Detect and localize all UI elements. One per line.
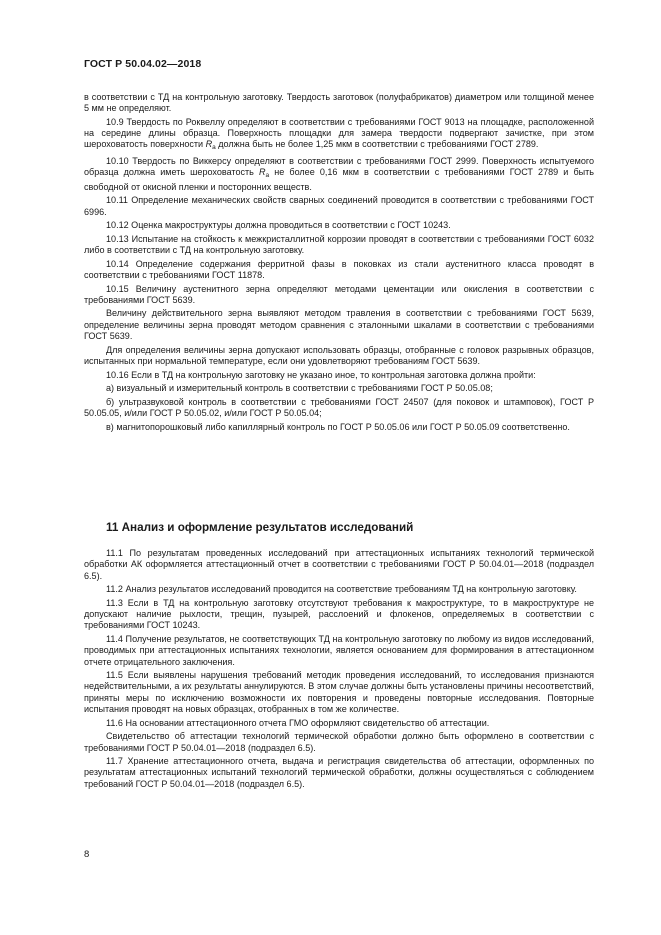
paragraph: 10.11 Определение механических свойств сварных соединений проводится в соответствии с требованиями ГОСТ 6996. bbox=[84, 195, 594, 217]
paragraph: Для определения величины зерна допускают использовать образцы, отобранные с головок разрывных образцов, испытанных при нормальной температуре, если они удовлетворяют требованиям ГОСТ 5639. bbox=[84, 344, 594, 366]
list-item: б) ультразвуковой контроль в соответствии с требованиями ГОСТ 24507 (для поковок и штамповок), ГОСТ Р 50.05.05, и/или ГОСТ Р 50.05.02, и/или ГОСТ Р 50.05.04; bbox=[84, 396, 594, 418]
paragraph: 11.4 Получение результатов, не соответствующих ТД на контрольную заготовку по любому из видов исследований, проводимых при аттестационных испытаниях технологии, является основанием для формирования в аттестационном отчете отрицательного заключения. bbox=[84, 633, 594, 667]
roughness-symbol: $R_a$ bbox=[205, 139, 216, 152]
paragraph: 10.15 Величину аустенитного зерна определяют методами цементации или окисления в соответствии с требованиями ГОСТ 5639. bbox=[84, 283, 594, 305]
paragraph: 11.1 По результатам проведенных исследований при аттестационных испытаниях технологий термической обработки АК оформляется аттестационный отчет в соответствии с требованиями ГОСТ Р 50.04.01—2018 (подраздел 6.5). bbox=[84, 548, 594, 581]
paragraph: 11.3 Если в ТД на контрольную заготовку отсутствуют требования к макроструктуре, то в макроструктуре не допускают наличие рыхлости, трещин, пузырей, расслоений и флокенов, определяемых в соответствии с требованиями ГОСТ 10243. bbox=[84, 597, 594, 631]
section-heading: 11 Анализ и оформление результатов исследований bbox=[106, 521, 414, 534]
paragraph: 10.16 Если в ТД на контрольную заготовку не указано иное, то контрольная заготовка должна пройти: bbox=[106, 369, 536, 380]
list-item: в) магнитопорошковый либо капиллярный контроль по ГОСТ Р 50.05.06 или ГОСТ Р 50.05.09 соответственно. bbox=[106, 421, 570, 432]
paragraph: 10.14 Определение содержания ферритной фазы в поковках из стали аустенитного класса проводят в соответствии с требованиями ГОСТ 11878. bbox=[84, 258, 594, 280]
paragraph: 11.6 На основании аттестационного отчета ГМО оформляют свидетельство об аттестации. bbox=[106, 717, 490, 728]
page-number: 8 bbox=[84, 849, 90, 860]
paragraph: Свидетельство об аттестации технологий термической обработки должно быть оформлено в соответствии с требованиями ГОСТ Р 50.04.01—2018 (подраздел 6.5). bbox=[84, 731, 594, 753]
paragraph: 11.2 Анализ результатов исследований проводится на соответствие требованиям ТД на контрольную заготовку. bbox=[106, 584, 577, 595]
section-10-text bbox=[84, 92, 594, 435]
paragraph: 10.9 Твердость по Роквеллу определяют в соответствии с требованиями ГОСТ 9013 на площадке, расположенной на середине длины образца. Поверхность площадки для замера твердости подвергают зачистке, при этом шероховатость поверхности $R_a$ должна быть не более 1,25 мкм в соответствии с требованиями ГОСТ 2789. bbox=[84, 116, 594, 152]
section-11-text bbox=[84, 548, 594, 792]
paragraph: 10.12 Оценка макроструктуры должна проводиться в соответствии с ГОСТ 10243. bbox=[106, 220, 451, 231]
standard-header: ГОСТ Р 50.04.02—2018 bbox=[84, 58, 202, 70]
paragraph: 10.13 Испытание на стойкость к межкристаллитной коррозии проводят в соответствии с требованиями ГОСТ 6032 либо в соответствии с ТД на контрольную заготовку. bbox=[84, 233, 594, 256]
paragraph: 11.5 Если выявлены нарушения требований методик проведения исследований, то исследования признаются недействительными, а их результаты аннулируются. В этом случае должны быть установлены причины несоответствий, приняты меры по исключению возможности их повторения и проведены повторные исследования. Повторные испытания проводят на новых образцах, отобранных в том же количестве. bbox=[84, 670, 594, 715]
list-item: а) визуальный и измерительный контроль в соответствии с требованиями ГОСТ Р 50.05.08; bbox=[106, 383, 493, 394]
paragraph: 10.10 Твердость по Виккерсу определяют в соответствии с требованиями ГОСТ 2999. Поверхность испытуемого образца должна иметь шероховатость $R_a$ не более 0,16 мкм в соответствии с требованиями ГОСТ 2789 и быть свободной от окисной пленки и посторонних веществ. bbox=[84, 156, 594, 192]
roughness-symbol: $R_a$ bbox=[258, 167, 270, 180]
paragraph: Величину действительного зерна выявляют методом травления в соответствии с требованиями ГОСТ 5639, определение величины зерна проводят методом сравнения с эталонными шкалами в соответствии с требованиями ГОСТ 5639. bbox=[84, 308, 594, 342]
paragraph: 11.7 Хранение аттестационного отчета, выдача и регистрация свидетельства об аттестации, оформленных по результатам аттестационных испытаний технологий термической обработки, должны осуществляться с соблюдением требований ГОСТ Р 50.04.01—2018 (подраздел 6.5). bbox=[84, 756, 594, 789]
paragraph: в соответствии с ТД на контрольную заготовку. Твердость заготовок (полуфабрикатов) диаметром или толщиной менее 5 мм не определяют. bbox=[84, 92, 594, 114]
